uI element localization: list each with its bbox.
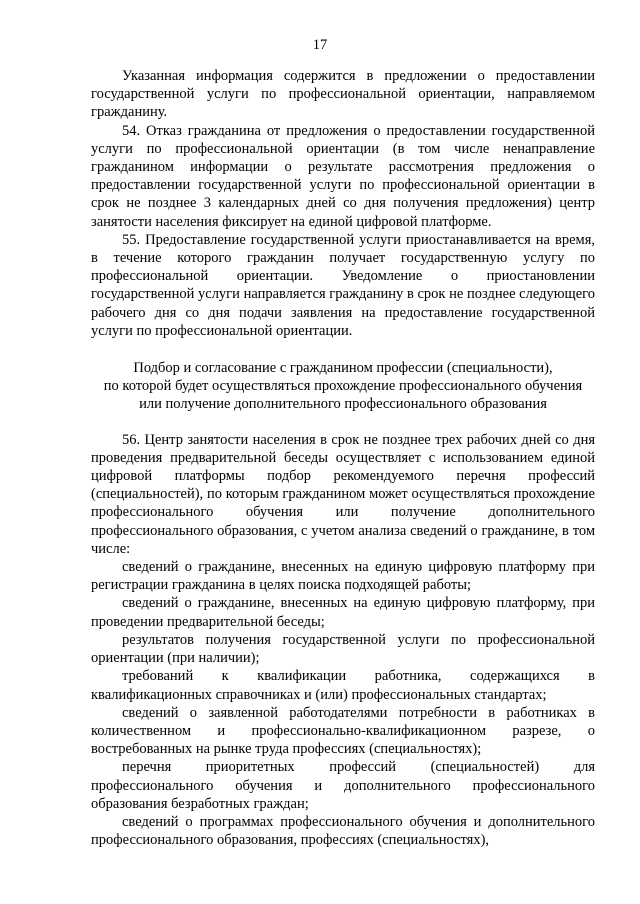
section-heading-line: Подбор и согласование с гражданином профессии (специальности), — [133, 360, 553, 377]
paragraph-56: 56. Центр занятости населения в срок не позднее трех рабочих дней со дня проведения предварительной беседы осуществляет с использованием единой цифровой платформы подбор рекомендуемого перечня профессий (специальностей), по которым гражданином может осуществляться прохождение профессионального обучения или получение дополнительного профессионального образования, с учетом анализа сведений о гражданине, в том числе: — [91, 431, 595, 557]
page-number: 17 — [312, 37, 328, 53]
paragraph-55: 55. Предоставление государственной услуги приостанавливается на время, в течение которого гражданин получает государственную услугу по профессиональной ориентации. Уведомление о приостановлении государственной услуги направляется гражданину в срок не позднее следующего рабочего дня со дня подачи заявления на предоставление государственной услуги по профессиональной ориентации. — [91, 231, 595, 339]
list-item: перечня приоритетных профессий (специальностей) для профессионального обучения и дополнительного профессионального образования безработных граждан; — [91, 759, 595, 812]
document-body — [91, 67, 595, 849]
list-item: результатов получения государственной услуги по профессиональной ориентации (при наличии); — [91, 631, 595, 667]
section-heading-line: по которой будет осуществляться прохождение профессионального обучения — [103, 378, 583, 395]
list-item: сведений о программах профессионального обучения и дополнительного профессионального образования, профессиях (специальностях), — [91, 813, 595, 849]
list-item: требований к квалификации работника, содержащихся в квалификационных справочниках и (или) профессиональных стандартах; — [91, 668, 595, 703]
list-item: сведений о гражданине, внесенных на единую цифровую платформу при регистрации гражданина в целях поиска подходящей работы; — [91, 559, 595, 594]
section-heading-line: или получение дополнительного профессионального образования — [139, 396, 547, 413]
list-item: сведений о заявленной работодателями потребности в работниках в количественном и профессионально-квалификационном разрезе, о востребованных на рынке труда профессиях (специальностях); — [91, 704, 595, 758]
paragraph-info-contained: Указанная информация содержится в предложении о предоставлении государственной услуги по профессиональной ориентации, направляемом гражданину. — [91, 68, 595, 121]
section-heading — [91, 359, 595, 414]
list-item: сведений о гражданине, внесенных на единую цифровую платформу, при проведении предварительной беседы; — [91, 595, 595, 630]
paragraph-54: 54. Отказ гражданина от предложения о предоставлении государственной услуги по профессиональной ориентации (в том числе ненаправление гражданином информации о результате рассмотрения предложения о предоставлении государственной услуги по профессиональной ориентации в срок не позднее 3 календарных дней со дня получения предложения) центр занятости населения фиксирует на единой цифровой платформе. — [91, 122, 595, 230]
